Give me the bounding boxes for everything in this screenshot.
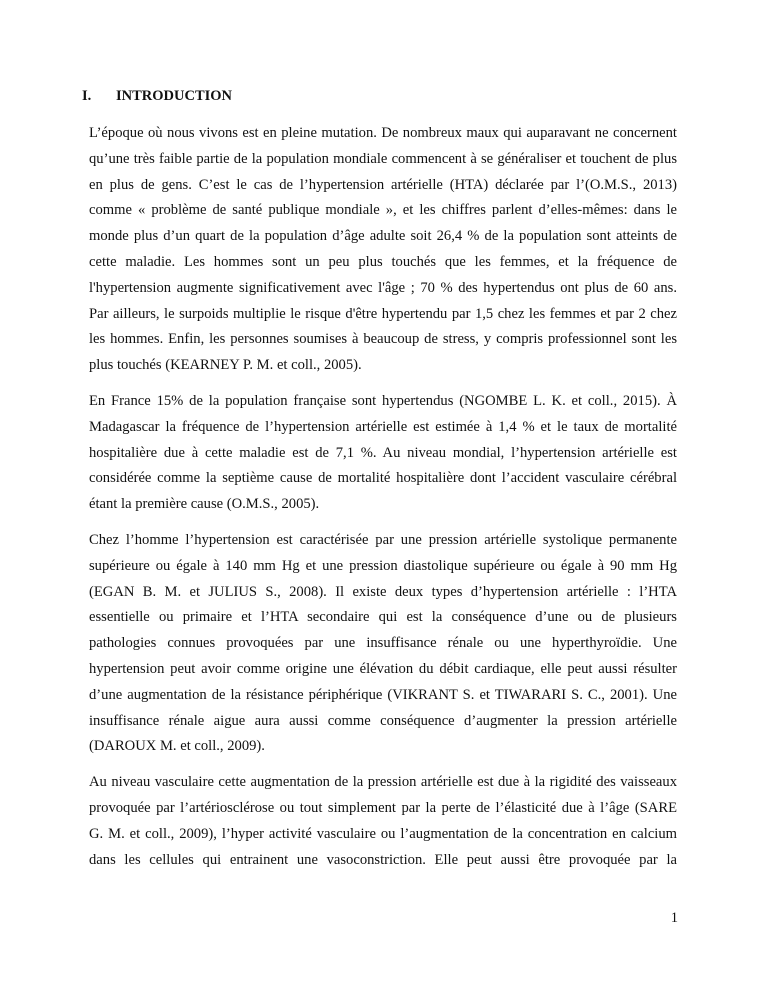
text-line: d’une augmentation de la résistance périphérique (VIKRANT S. et TIWARARI S. C., 2001). Une bbox=[89, 686, 677, 703]
text-line: (DAROUX M. et coll., 2009). bbox=[89, 738, 265, 755]
text-line: Chez l’homme l’hypertension est caractérisée par une pression artérielle systolique permanente bbox=[89, 531, 677, 548]
text-line: Madagascar la fréquence de l’hypertension artérielle est estimée à 1,4 % et le taux de mortalité bbox=[89, 418, 677, 435]
text-line: provoquée par l’artériosclérose ou tout simplement par la perte de l’élasticité due à l’âge (SARE bbox=[89, 799, 677, 816]
text-line: qu’une très faible partie de la population mondiale commencent à se généraliser et touchent de plus bbox=[89, 150, 677, 167]
text-line: En France 15% de la population française sont hypertendus (NGOMBE L. K. et coll., 2015). À bbox=[89, 392, 677, 409]
text-line: cette maladie. Les hommes sont un peu plus touchés que les femmes, et la fréquence de bbox=[89, 253, 677, 270]
text-line: étant la première cause (O.M.S., 2005). bbox=[89, 496, 320, 513]
text-line: (EGAN B. M. et JULIUS S., 2008). Il existe deux types d’hypertension artérielle : l’HTA bbox=[89, 583, 677, 600]
text-line: dans les cellules qui entrainent une vasoconstriction. Elle peut aussi être provoquée par la bbox=[89, 851, 677, 868]
text-line: comme « problème de santé publique mondiale », et les chiffres parlent d’elles-mêmes: dans le bbox=[89, 202, 677, 219]
text-line: supérieure ou égale à 140 mm Hg et une pression diastolique supérieure ou égale à 90 mm Hg bbox=[89, 557, 677, 574]
paragraph-3 bbox=[89, 528, 677, 760]
text-line: Par ailleurs, le surpoids multiplie le risque d'être hypertendu par 1,5 chez les femmes et par 2 chez bbox=[89, 305, 677, 322]
text-line: hospitalière due à cette maladie est de 7,1 %. Au niveau mondial, l’hypertension artérielle est bbox=[89, 444, 677, 461]
text-line: l'hypertension augmente significativement avec l'âge ; 70 % des hypertendus ont plus de 60 ans. bbox=[89, 279, 677, 296]
section-heading bbox=[82, 88, 232, 105]
text-line: L’époque où nous vivons est en pleine mutation. De nombreux maux qui auparavant ne concernent bbox=[89, 125, 677, 141]
text-line: plus touchés (KEARNEY P. M. et coll., 2005). bbox=[89, 357, 362, 374]
page-number: 1 bbox=[670, 910, 678, 926]
text-line: insuffisance rénale aigue aura aussi comme conséquence d’augmenter la pression artérielle bbox=[89, 712, 677, 729]
paragraph-4 bbox=[89, 770, 677, 873]
text-line: G. M. et coll., 2009), l’hyper activité vasculaire ou l’augmentation de la concentration en calcium bbox=[89, 825, 677, 842]
section-number: I. bbox=[82, 88, 92, 104]
text-line: considérée comme la septième cause de mortalité hospitalière dont l’accident vasculaire cérébral bbox=[89, 470, 677, 487]
paragraph-2 bbox=[89, 389, 677, 518]
text-line: monde plus d’un quart de la population d’âge adulte soit 26,4 % de la population sont atteints de bbox=[89, 228, 677, 245]
text-line: essentielle ou primaire et l’HTA secondaire qui est la conséquence d’une ou de plusieurs bbox=[89, 609, 677, 626]
text-line: hypertension peut avoir comme origine une élévation du débit cardiaque, elle peut aussi résulter bbox=[89, 660, 677, 677]
text-line: Au niveau vasculaire cette augmentation de la pression artérielle est due à la rigidité des vaisseaux bbox=[89, 774, 677, 791]
section-title: INTRODUCTION bbox=[116, 88, 233, 104]
document-body bbox=[89, 121, 677, 883]
paragraph-1 bbox=[89, 121, 677, 379]
text-line: les hommes. Enfin, les personnes soumises à beaucoup de stress, y compris professionnel sont les bbox=[89, 331, 677, 348]
text-line: en plus de gens. C’est le cas de l’hypertension artérielle (HTA) déclarée par l’(O.M.S., 2013) bbox=[89, 176, 677, 193]
text-line: pathologies connues provoquées par une insuffisance rénale ou une hyperthyroïdie. Une bbox=[89, 635, 677, 652]
